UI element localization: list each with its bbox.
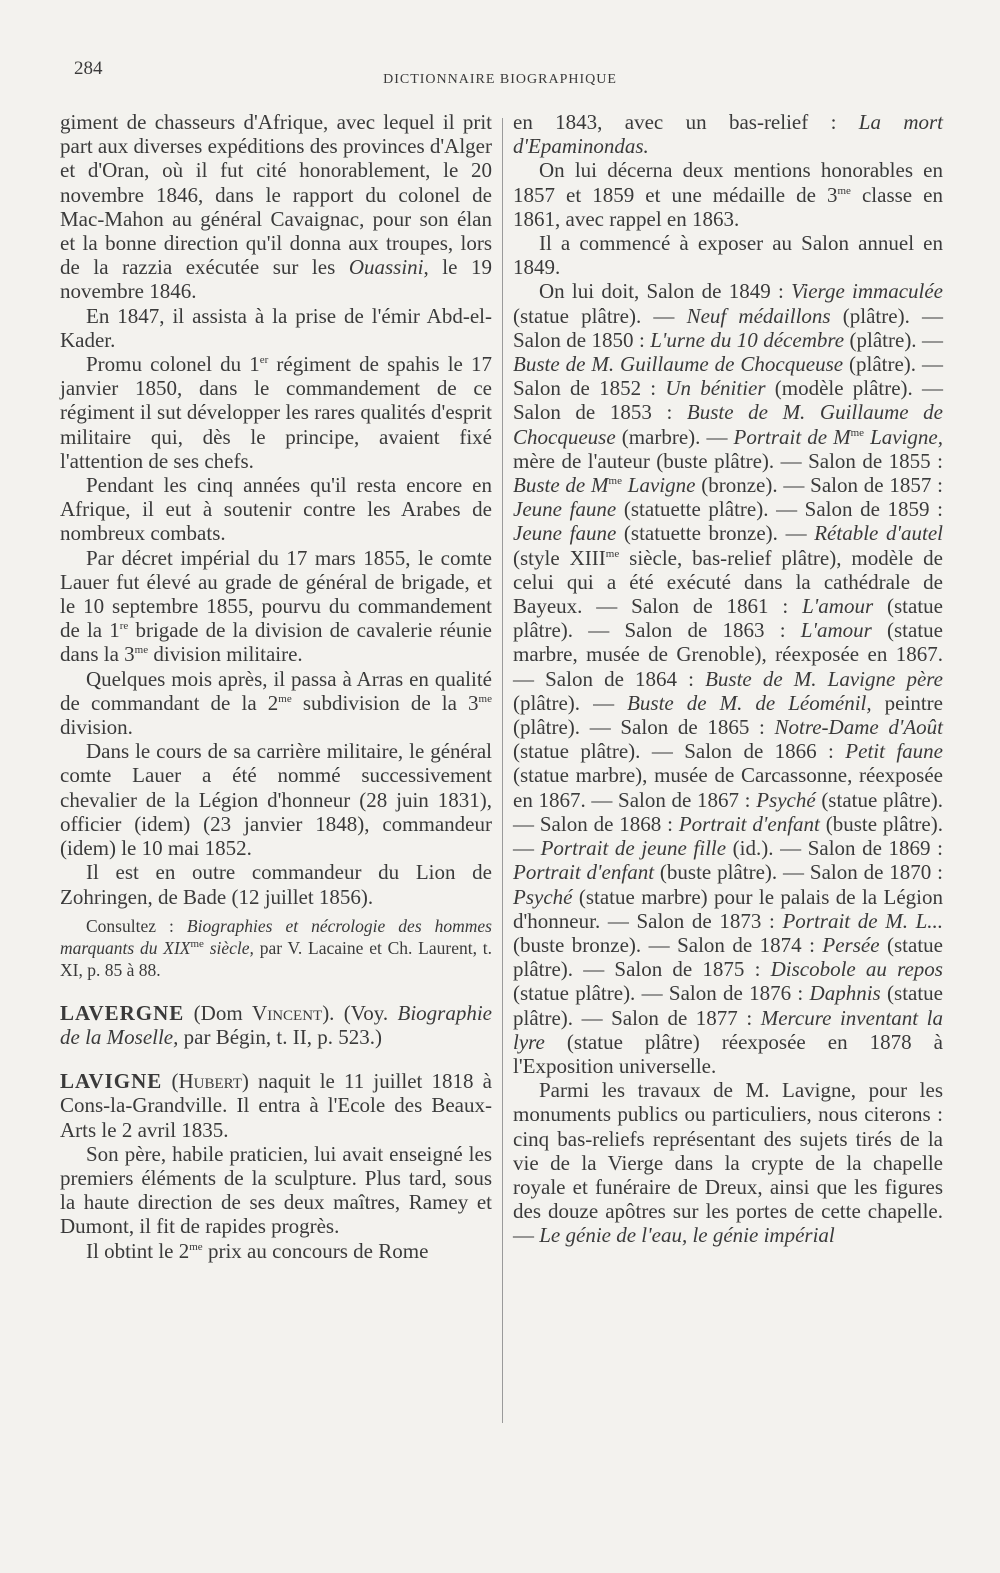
entry-lavergne: LAVERGNE (Dom Vincent). (Voy. Biographie de la Moselle, par Bégin, t. II, p. 523.) [60, 1000, 492, 1049]
running-head: DICTIONNAIRE BIOGRAPHIQUE [383, 72, 617, 87]
right-column [513, 110, 943, 1248]
paragraph: Promu colonel du 1er régiment de spahis le 17 janvier 1850, dans le commandement de ce régiment il sut développer les rares qualités d'esprit militaire qui, dès le principe, avaient fixé l'attention de ses chefs. [60, 352, 492, 473]
entry-headword: LAVERGNE [60, 1000, 185, 1025]
paragraph: Il obtint le $2^{me}$ prix au concours de Rome [86, 1238, 429, 1263]
paragraph: Quelques mois après, il passa à Arras en qualité de commandant de la $2^{me}$ subdivision de la $3^{me}$ division. [60, 666, 492, 740]
paragraph: Parmi les travaux de M. Lavigne, pour les monuments publics ou particuliers, nous citerons : cinq bas-reliefs représentant des sujets tirés de la vie de la Vierge dans la crypte de la chapelle royale et funéraire de Dreux, ainsi que les figures des douze apôtres sur les portes de cette chapelle. — Le génie de l'eau, le génie impérial [513, 1078, 943, 1248]
paragraph: Son père, habile praticien, lui avait enseigné les premiers éléments de la sculpture. Plus tard, sous la haute direction de ses deux maîtres, Ramey et Dumont, il fit de rapides progrès. [60, 1141, 492, 1239]
entry-headword: LAVIGNE [60, 1069, 163, 1094]
paragraph: en 1843, avec un bas-relief : La mort d'Epaminondas. [513, 110, 943, 159]
paragraph: Il est en outre commandeur du Lion de Zohringen, de Bade (12 juillet 1856). [60, 860, 492, 909]
page-number: 284 [74, 58, 103, 79]
paragraph: Dans le cours de sa carrière militaire, le général comte Lauer a été nommé successivement chevalier de la Légion d'honneur (28 juin 1831), officier (idem) (23 janvier 1848), commandeur (idem) le 10 mai 1852. [60, 739, 492, 861]
entry-lavigne: LAVIGNE (Hubert) naquit le 11 juillet 1818 à Cons-la-Grandville. Il entra à l'Ecole des Beaux-Arts le 2 avril 1835. [60, 1069, 492, 1142]
works-list: On lui doit, Salon de 1849 : Vierge immaculée (statue plâtre). — Neuf médaillons (plâtre). — Salon de 1850 : L'urne du 10 décembre (plâtre). — Buste de M. Guillaume de Chocqueuse (plâtre). — Salon de 1852 : Un bénitier (modèle plâtre). — Salon de 1853 : Buste de M. Guillaume de Chocqueuse (marbre). — Portrait de $M^{me}$ Lavigne, mère de l'auteur (buste plâtre). — Salon de 1855 : Buste de $M^{me}$ Lavigne (bronze). — Salon de 1857 : Jeune faune (statuette plâtre). — Salon de 1859 : Jeune faune (statuette bronze). — Rétable d'autel (style $XIII^{me}$ siècle, bas-relief plâtre), modèle de celui qui a été exécuté dans la cathédrale de Bayeux. — Salon de 1861 : L'amour (statue plâtre). — Salon de 1863 : L'amour (statue marbre, musée de Grenoble), réexposée en 1867. — Salon de 1864 : Buste de M. Lavigne père (plâtre). — Buste de M. de Léoménil, peintre (plâtre). — Salon de 1865 : Notre-Dame d'Août (statue plâtre). — Salon de 1866 : Petit faune (statue marbre), musée de Carcassonne, réexposée en 1867. — Salon de 1867 : Psyché (statue plâtre). — Salon de 1868 : Portrait d'enfant (buste plâtre). — Portrait de jeune fille (id.). — Salon de 1869 : Portrait d'enfant (buste plâtre). — Salon de 1870 : Psyché (statue marbre) pour le palais de la Légion d'honneur. — Salon de 1873 : Portrait de M. L... (buste bronze). — Salon de 1874 : Persée (statue plâtre). — Salon de 1875 : Discobole au repos (statue plâtre). — Salon de 1876 : Daphnis (statue plâtre). — Salon de 1877 : Mercure inventant la lyre (statue plâtre) réexposée en 1878 à l'Exposition universelle. [513, 279, 944, 1078]
paragraph: En 1847, il assista à la prise de l'émir Abd-el-Kader. [60, 303, 492, 352]
paragraph: Pendant les cinq années qu'il resta encore en Afrique, il eut à soutenir contre les Arabes de nombreux combats. [60, 473, 492, 546]
left-column [60, 110, 492, 1263]
paragraph: Il a commencé à exposer au Salon annuel en 1849. [513, 231, 943, 280]
column-divider [502, 118, 503, 1423]
paragraph: On lui décerna deux mentions honorables en 1857 et 1859 et une médaille de $3^{me}$ classe en 1861, avec rappel en 1863. [513, 158, 943, 231]
paragraph: Par décret impérial du 17 mars 1855, le comte Lauer fut élevé au grade de général de brigade, et le 10 septembre 1855, pourvu du commandement de la 1re brigade de la division de cavalerie réunie dans la $3^{me}$ division militaire. [60, 545, 492, 667]
citation: Consultez : Biographies et nécrologie des hommes marquants du $XIX^{me}$ siècle, par V. Lacaine et Ch. Laurent, t. XI, p. 85 à 88. [60, 915, 492, 980]
paragraph: giment de chasseurs d'Afrique, avec lequel il prit part aux diverses expéditions des provinces d'Alger et d'Oran, où il fut cité honorablement, le 20 novembre 1846, dans le rapport du colonel de Mac-Mahon au général Cavaignac, pour son élan et la bonne direction qu'il donna aux troupes, lors de la razzia exécutée sur les Ouassini, le 19 novembre 1846. [60, 110, 492, 304]
